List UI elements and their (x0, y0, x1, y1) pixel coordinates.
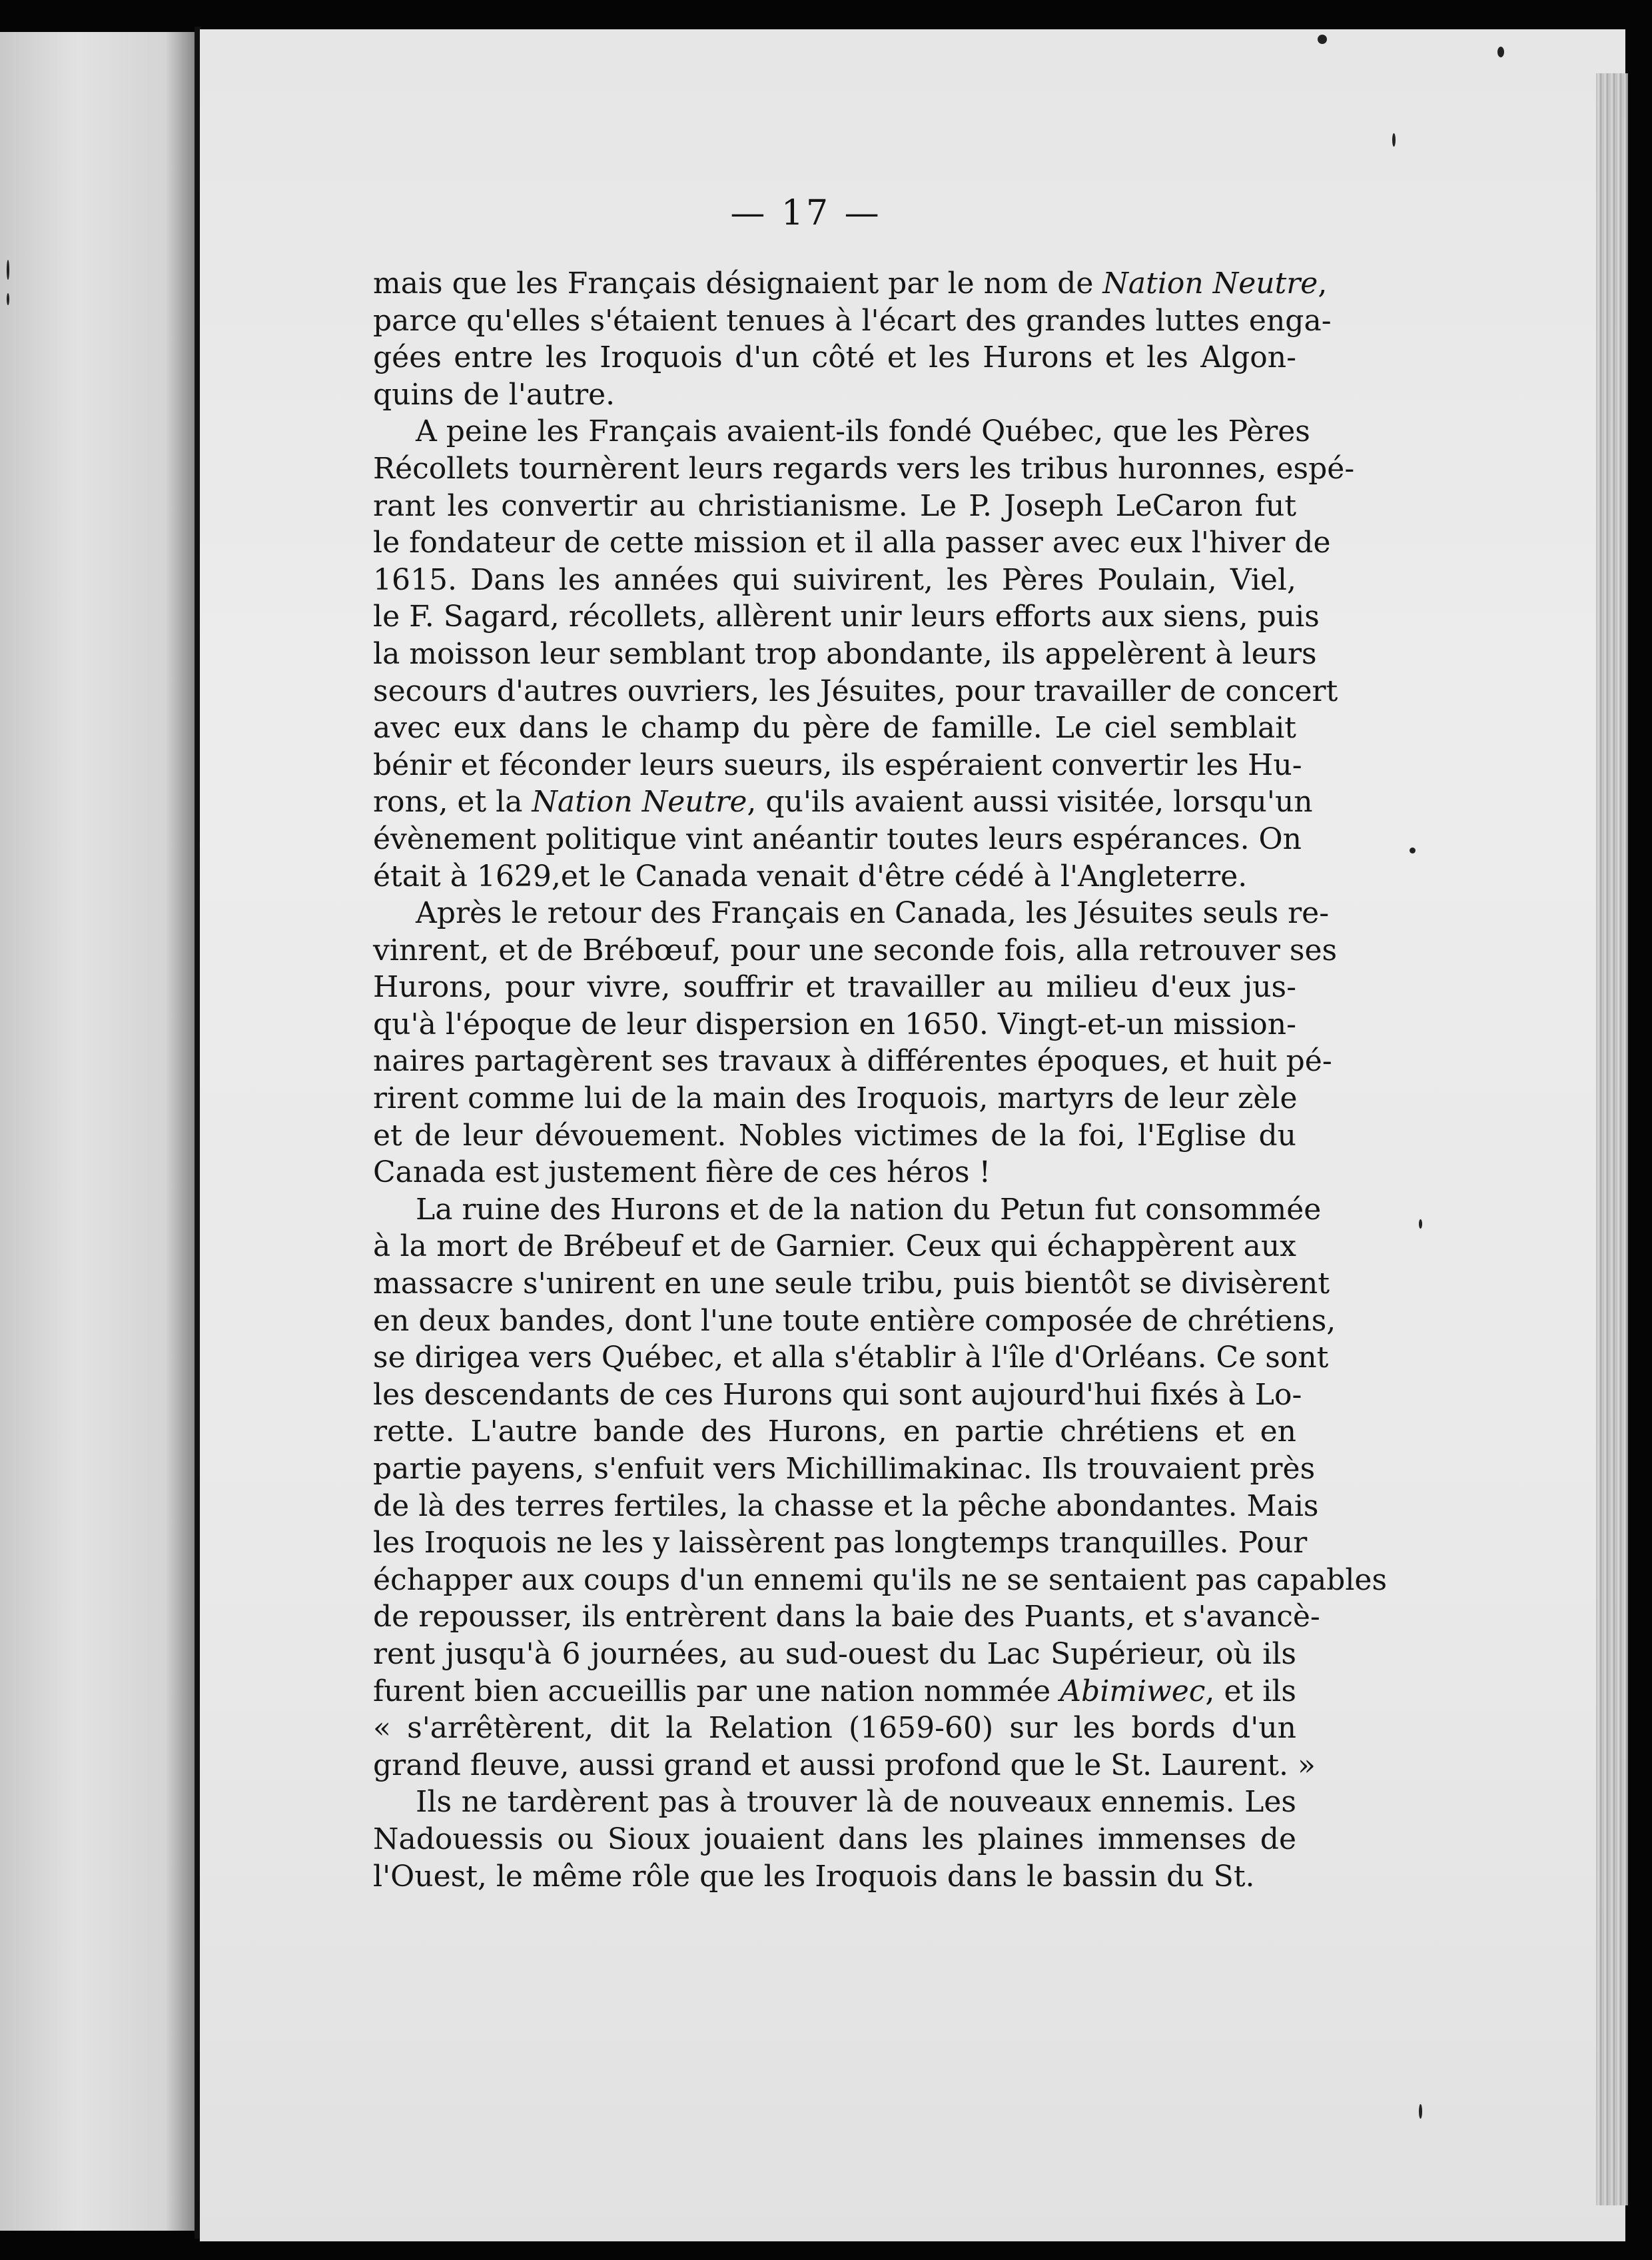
text-line: rons, et la Nation Neutre, qu'ils avaient aussi visitée, lorsqu'un (373, 785, 1313, 820)
scan-speck (7, 293, 9, 305)
text-line: partie payens, s'enfuit vers Michillimakinac. Ils trouvaient près (373, 1452, 1316, 1486)
text-line: vinrent, et de Brébœuf, pour une seconde fois, alla retrouver ses (373, 933, 1338, 967)
text-line: parce qu'elles s'étaient tenues à l'écart des grandes luttes enga- (373, 303, 1332, 338)
text-line: « s'arrêtèrent, dit la Relation (1659-60) sur les bords d'un (373, 1711, 1296, 1746)
text-line: rette. L'autre bande des Hurons, en partie chrétiens et en (373, 1414, 1296, 1449)
text-line: rant les convertir au christianisme. Le P. Joseph LeCaron fut (373, 488, 1296, 523)
text-line: A peine les Français avaient-ils fondé Québec, que les Pères (416, 414, 1310, 449)
text-line: les Iroquois ne les y laissèrent pas longtemps tranquilles. Pour (373, 1526, 1308, 1560)
text-line: le fondateur de cette mission et il alla passer avec eux l'hiver de (373, 526, 1331, 560)
paragraph (330, 895, 1338, 1191)
text-line: secours d'autres ouvriers, les Jésuites, pour travailler de concert (373, 674, 1338, 708)
text-line: bénir et féconder leurs sueurs, ils espéraient convertir les Hu- (373, 748, 1302, 782)
text-line: naires partagèrent ses travaux à différentes époques, et huit pé- (373, 1044, 1332, 1079)
text-line: Nadouessis ou Sioux jouaient dans les plaines immenses de (373, 1822, 1296, 1856)
paragraph (330, 265, 1332, 413)
text-line: les descendants de ces Hurons qui sont aujourd'hui fixés à Lo- (373, 1377, 1302, 1412)
text-line: Canada est justement fière de ces héros ! (373, 1155, 991, 1190)
scan-speck (1497, 47, 1504, 57)
text-line: échapper aux coups d'un ennemi qu'ils ne se sentaient pas capables (373, 1562, 1388, 1597)
text-line: qu'à l'époque de leur dispersion en 1650. Vingt-et-un mission- (373, 1007, 1296, 1041)
paragraph (330, 413, 1355, 895)
text-line: l'Ouest, le même rôle que les Iroquois dans le bassin du St. (373, 1859, 1255, 1894)
text-line: 1615. Dans les années qui suivirent, les Pères Poulain, Viel, (373, 562, 1296, 597)
previous-page-edge (0, 32, 195, 2231)
text-line: Récollets tournèrent leurs regards vers les tribus huronnes, espé- (373, 451, 1355, 486)
text-line: Ils ne tardèrent pas à trouver là de nouveaux ennemis. Les (416, 1785, 1296, 1820)
text-line: mais que les Français désignaient par le nom de Nation Neutre, (373, 267, 1328, 300)
text-line: de repousser, ils entrèrent dans la baie des Puants, et s'avancè- (373, 1600, 1320, 1634)
body-text (330, 265, 1388, 1895)
text-line: et de leur dévouement. Nobles victimes de la foi, l'Eglise du (373, 1118, 1296, 1153)
text-line: se dirigea vers Québec, et alla s'établir à l'île d'Orléans. Ce sont (373, 1341, 1329, 1375)
text-line: grand fleuve, aussi grand et aussi profond que le St. Laurent. » (373, 1748, 1316, 1782)
text-line: avec eux dans le champ du père de famille. Le ciel semblait (373, 711, 1296, 746)
text-line: le F. Sagard, récollets, allèrent unir leurs efforts aux siens, puis (373, 600, 1320, 634)
page-stack-edges (1596, 73, 1628, 2205)
page-number: — 17 — (730, 193, 882, 233)
text-line: à la mort de Brébeuf et de Garnier. Ceux qui échappèrent aux (373, 1229, 1296, 1264)
text-line: Hurons, pour vivre, souffrir et travailler au milieu d'eux jus- (373, 970, 1296, 1005)
text-line: rirent comme lui de la main des Iroquois, martyrs de leur zèle (373, 1081, 1298, 1116)
text-line: furent bien accueillis par une nation nommée Abimiwec, et ils (373, 1674, 1296, 1708)
scan-speck (1419, 2104, 1422, 2119)
text-line: massacre s'unirent en une seule tribu, puis bientôt se divisèrent (373, 1267, 1330, 1301)
scan-speck (1318, 35, 1327, 44)
scan-speck (1419, 1219, 1422, 1229)
text-line: de là des terres fertiles, la chasse et la pêche abondantes. Mais (373, 1488, 1319, 1523)
scan-speck (1410, 848, 1416, 853)
text-line: la moisson leur semblant trop abondante, ils appelèrent à leurs (373, 636, 1317, 671)
text-line: était à 1629,et le Canada venait d'être cédé à l'Angleterre. (373, 859, 1248, 893)
text-line: rent jusqu'à 6 journées, au sud-ouest du Lac Supérieur, où ils (373, 1636, 1296, 1671)
paragraph (330, 1191, 1388, 1784)
scan-speck (1392, 133, 1396, 147)
text-line: Après le retour des Français en Canada, les Jésuites seuls re- (416, 896, 1330, 931)
text-line: quins de l'autre. (373, 377, 616, 412)
text-line: évènement politique vint anéantir toutes leurs espérances. On (373, 822, 1302, 856)
text-line: La ruine des Hurons et de la nation du Petun fut consommée (416, 1192, 1322, 1227)
text-line: en deux bandes, dont l'une toute entière composée de chrétiens, (373, 1303, 1336, 1338)
text-line: gées entre les Iroquois d'un côté et les Hurons et les Algon- (373, 340, 1296, 375)
paragraph (330, 1784, 1296, 1895)
scan-speck (7, 260, 9, 280)
